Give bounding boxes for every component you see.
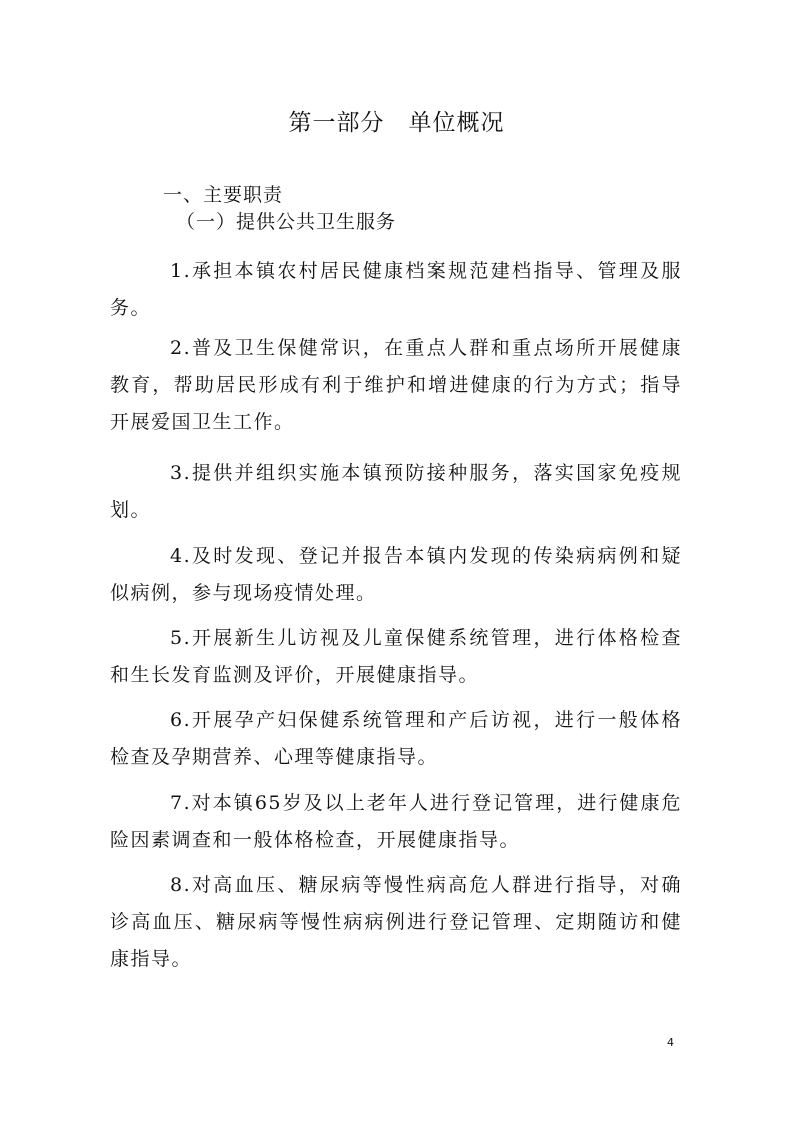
duty-item-4: 4.及时发现、登记并报告本镇内发现的传染病病例和疑似病例，参与现场疫情处理。 xyxy=(110,545,682,604)
page-number: 4 xyxy=(667,1036,674,1049)
duty-item-7: 7.对本镇65岁及以上老年人进行登记管理，进行健康危险因素调查和一般体格检查，开展健康指导。 xyxy=(110,792,682,851)
duty-item-5: 5.开展新生儿访视及儿童保健系统管理，进行体格检查和生长发育监测及评价，开展健康指导。 xyxy=(110,627,682,686)
duty-item-1: 1.承担本镇农村居民健康档案规范建档指导、管理及服务。 xyxy=(110,260,682,319)
page-title: 第一部分 单位概况 xyxy=(288,110,505,136)
subsection-heading: （一）提供公共卫生服务 xyxy=(176,211,397,233)
duty-item-6: 6.开展孕产妇保健系统管理和产后访视，进行一般体格检查及孕期营养、心理等健康指导。 xyxy=(110,709,682,768)
section-heading: 一、主要职责 xyxy=(163,184,284,206)
duty-item-2: 2.普及卫生保健常识，在重点人群和重点场所开展健康教育，帮助居民形成有利于维护和增进健康的行为方式；指导开展爱国卫生工作。 xyxy=(110,337,682,433)
duty-item-3: 3.提供并组织实施本镇预防接种服务，落实国家免疫规划。 xyxy=(110,462,682,521)
duty-item-8: 8.对高血压、糖尿病等慢性病高危人群进行指导，对确诊高血压、糖尿病等慢性病病例进行登记管理、定期随访和健康指导。 xyxy=(110,874,682,970)
